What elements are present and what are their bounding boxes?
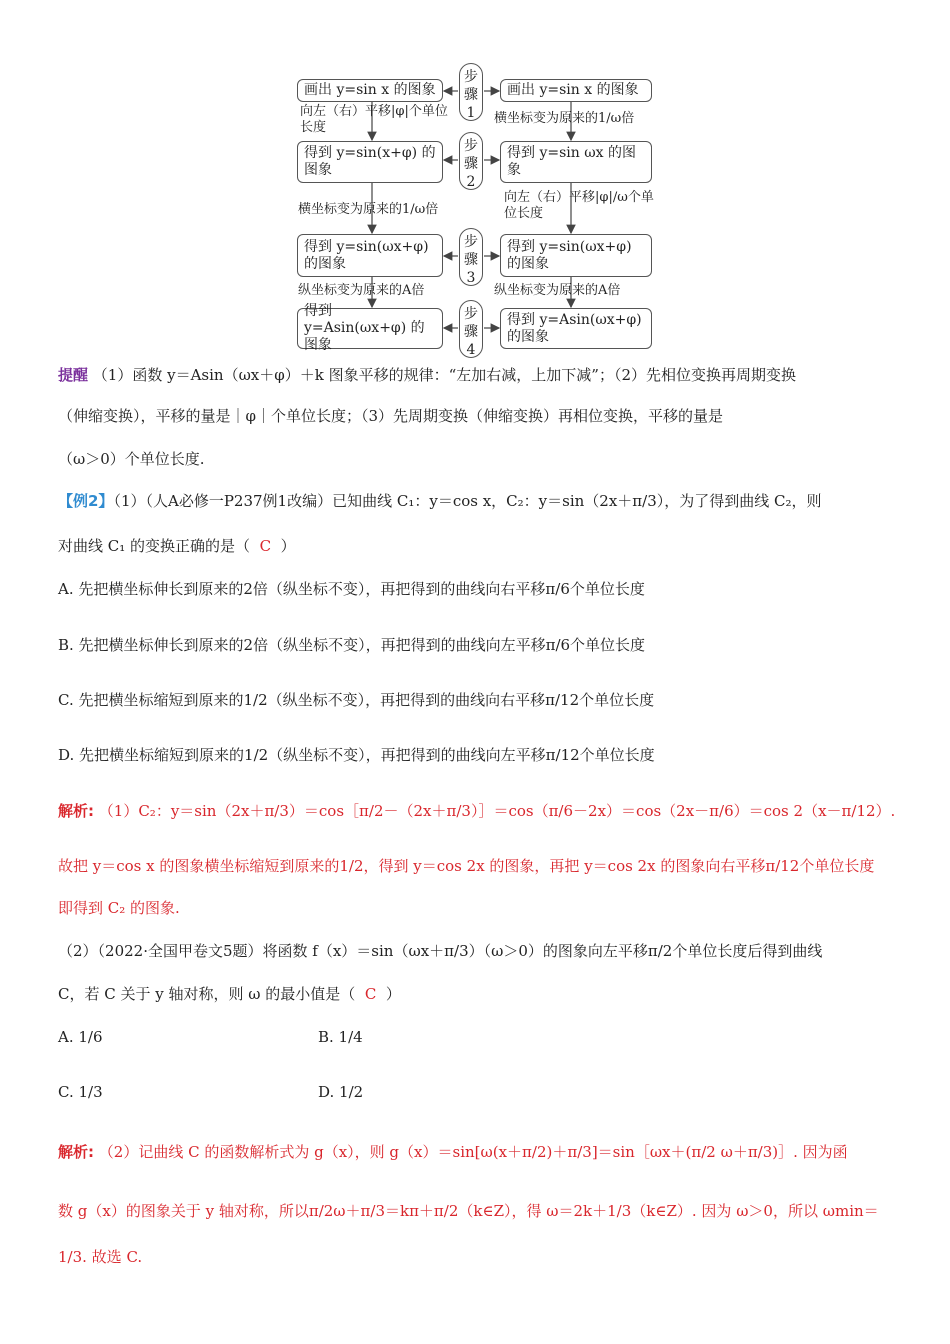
solution-2-line-3 (58, 1246, 142, 1268)
solution-1-text-2: 故把 y＝cos x 的图象横坐标缩短到原来的1/2，得到 y＝cos 2x 的图象，再把 y＝cos 2x 的图象向右平移π/12个单位长度 (58, 857, 875, 875)
right-box-4 (500, 308, 652, 349)
solution-2-line-2 (58, 1200, 879, 1222)
left-box-3 (297, 234, 443, 277)
label-left-shift: 向左（右）平移|φ|个单位长度 (300, 104, 448, 135)
reminder-line-2 (58, 405, 723, 427)
left-box-1 (297, 79, 443, 102)
right-box-3-text: 得到 y=sin(ωx+φ) 的图象 (507, 238, 632, 272)
left-box-2-text: 得到 y=sin(x+φ) 的图象 (304, 145, 436, 178)
q2-line-2: C，若 C 关于 y 轴对称，则 ω 的最小值是（ C ） (58, 985, 401, 1003)
q2-line-1 (58, 940, 822, 962)
step-1 (459, 63, 483, 121)
left-box-4-text: 得到 y=Asin(ωx+φ) 的图象 (304, 303, 425, 353)
right-box-2 (500, 141, 652, 183)
option-a: A. 先把横坐标伸长到原来的2倍（纵坐标不变），再把得到的曲线向右平移π/6个单位长度 (58, 580, 645, 598)
q1-text-1: （1）（人A必修一P237例1改编）已知曲线 C₁：y＝cos x，C₂：y＝sin（2x＋π/3），为了得到曲线 C₂，则 (113, 492, 822, 510)
label-right-amp: 纵坐标变为原来的A倍 (494, 283, 621, 298)
solution-2-line-1 (58, 1141, 848, 1163)
left-box-4 (297, 303, 443, 353)
solution-1-line-2 (58, 855, 874, 877)
solution-label-1: 解析: (58, 802, 94, 820)
right-box-1 (500, 79, 652, 102)
q2-option-c: C. 1/3 (58, 1083, 103, 1101)
reminder-text-2: （伸缩变换），平移的量是｜φ｜个单位长度；（3）先周期变换（伸缩变换）再相位变换，平移的量是 (58, 407, 724, 425)
label-left-amp: 纵坐标变为原来的A倍 (298, 283, 425, 298)
label-right-shift: 向左（右）平移|φ|/ω个单位长度 (504, 190, 654, 221)
solution-2-text-2: 数 g（x）的图象关于 y 轴对称，所以π/2ω＋π/3＝kπ＋π/2（k∈Z），得 ω＝2k＋1/3（k∈Z）. 因为 ω＞0，所以 ωmin＝ (58, 1202, 879, 1220)
reminder-line-1 (58, 364, 796, 386)
left-box-1-text: 画出 y=sin x 的图象 (304, 82, 436, 98)
label-right-scale-1: 横坐标变为原来的1/ω倍 (494, 111, 635, 126)
reminder-line-3 (58, 448, 205, 470)
right-box-2-text: 得到 y=sin ωx 的图象 (507, 145, 636, 178)
solution-1-text-1: （1）C₂：y＝sin（2x＋π/3）＝cos［π/2－（2x＋π/3）］＝cos（π/6－2x）＝cos（2x－π/6）＝cos 2（x－π/12）. (98, 802, 896, 820)
step-2 (459, 132, 483, 190)
option-d: D. 先把横坐标缩短到原来的1/2（纵坐标不变），再把得到的曲线向左平移π/12个单位长度 (58, 746, 655, 764)
reminder-text-1: （1）函数 y＝Asin（ωx＋φ）＋k 图象平移的规律：“左加右减，上加下减”；（2）先相位变换再周期变换 (92, 366, 797, 384)
solution-1-text-3: 即得到 C₂ 的图象. (58, 899, 180, 917)
step-3-text: 步骤3 (464, 234, 478, 286)
solution-1-line-3 (58, 897, 180, 919)
q2-text-1: （2）（2022·全国甲卷文5题）将函数 f（x）＝sin（ωx＋π/3）（ω＞0）的图象向左平移π/2个单位长度后得到曲线 (58, 942, 823, 960)
q2-option-a: A. 1/6 (58, 1028, 103, 1046)
left-box-2 (297, 141, 443, 183)
solution-2-text-1: （2）记曲线 C 的函数解析式为 g（x），则 g（x）＝sin[ω(x＋π/2)＋π/3]＝sin［ωx＋(π/2 ω＋π/3)］. 因为函 (98, 1143, 848, 1161)
right-box-3 (500, 234, 652, 277)
q1-text-2: 对曲线 C₁ 的变换正确的是（ (58, 537, 251, 555)
option-c: C. 先把横坐标缩短到原来的1/2（纵坐标不变），再把得到的曲线向右平移π/12个单位长度 (58, 691, 655, 709)
right-box-1-text: 画出 y=sin x 的图象 (507, 82, 639, 98)
q2-text-2: C，若 C 关于 y 轴对称，则 ω 的最小值是（ (58, 985, 356, 1003)
step-2-text: 步骤2 (464, 138, 478, 190)
label-left-scale: 横坐标变为原来的1/ω倍 (298, 202, 439, 217)
left-box-3-text: 得到 y=sin(ωx+φ) 的图象 (304, 238, 429, 272)
solution-label-2: 解析: (58, 1143, 94, 1161)
q1-answer: C (259, 537, 272, 555)
reminder-title: 提醒 (58, 366, 89, 384)
reminder-text-3: （ω＞0）个单位长度. (58, 450, 205, 468)
right-box-4-text: 得到 y=Asin(ωx+φ) 的图象 (507, 311, 642, 345)
solution-1-line-1 (58, 800, 895, 822)
q2-option-b: B. 1/4 (318, 1028, 363, 1046)
step-1-text: 步骤1 (464, 69, 478, 121)
solution-2-text-3: 1/3. 故选 C. (58, 1248, 143, 1266)
step-4 (459, 300, 483, 358)
example-tag: 【例2】 (58, 492, 114, 510)
q2-answer: C (364, 985, 377, 1003)
step-4-text: 步骤4 (464, 306, 478, 358)
option-b: B. 先把横坐标伸长到原来的2倍（纵坐标不变），再把得到的曲线向左平移π/6个单位长度 (58, 636, 646, 654)
q1-line-1 (58, 490, 822, 512)
q2-option-d: D. 1/2 (318, 1083, 364, 1101)
step-3 (459, 228, 483, 286)
q1-line-2: 对曲线 C₁ 的变换正确的是（ C ） (58, 537, 296, 555)
